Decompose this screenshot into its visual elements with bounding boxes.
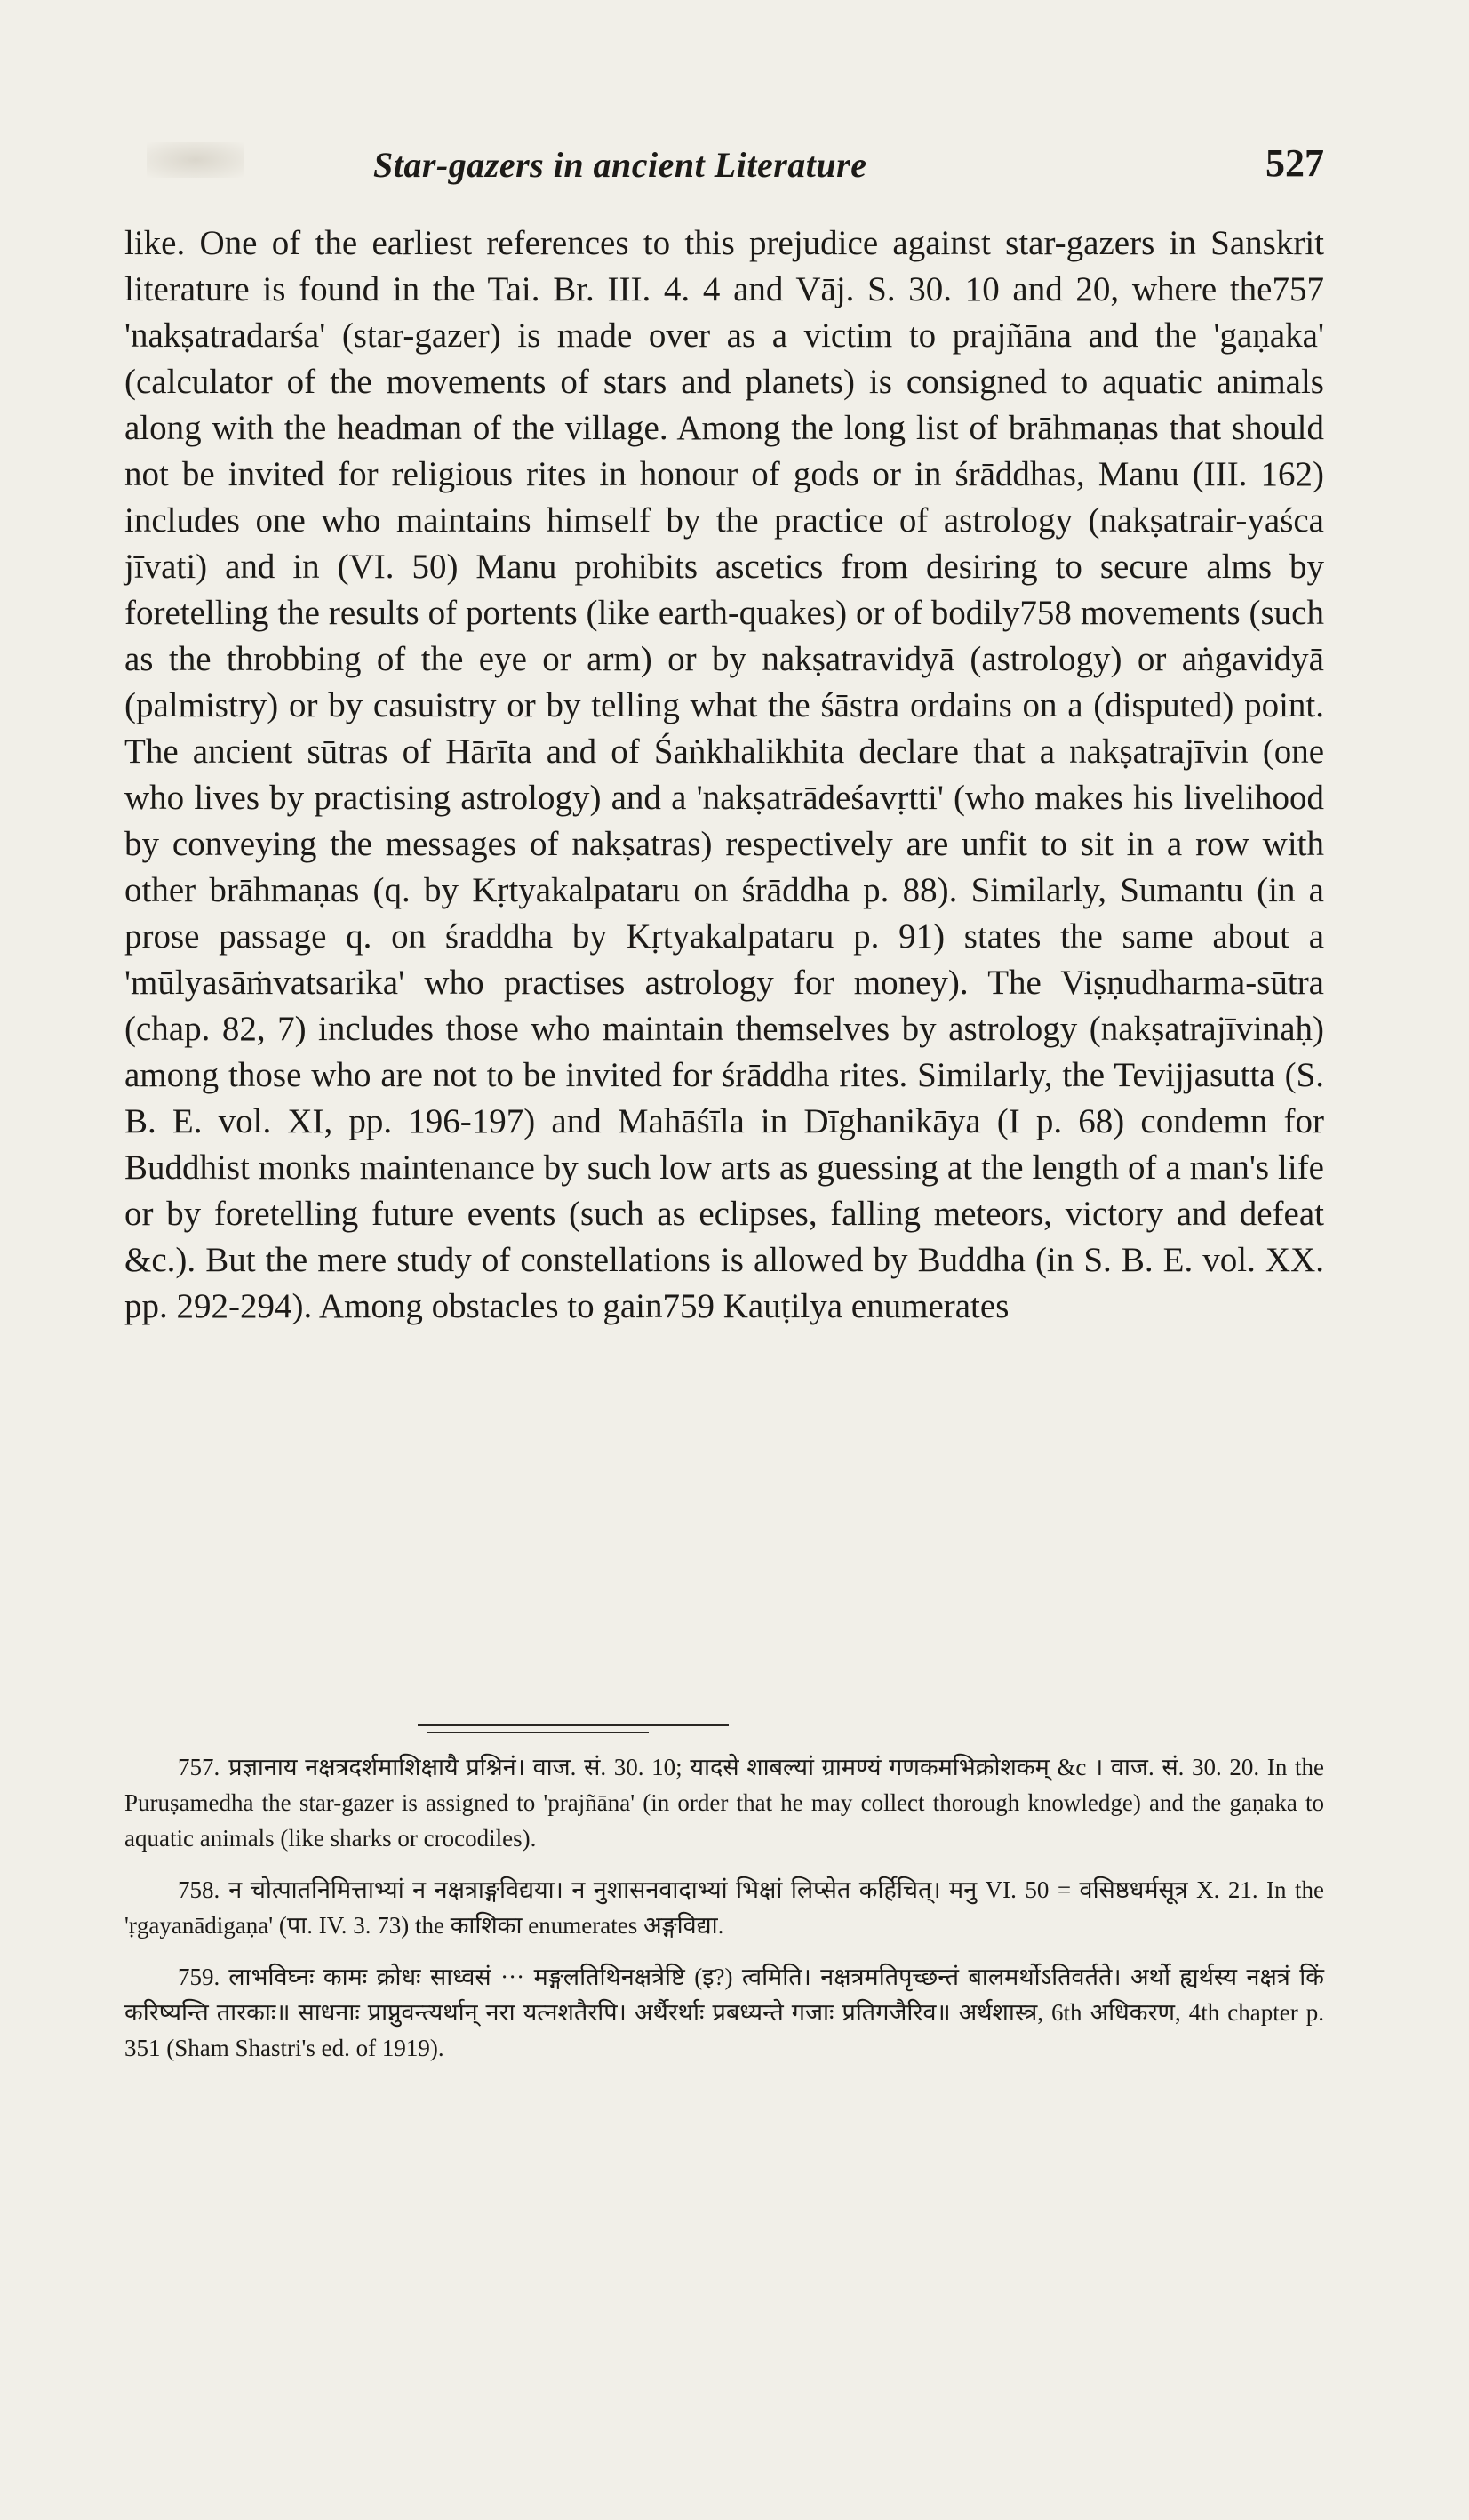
footnote	[124, 1749, 1324, 1856]
footnote-text: प्रज्ञानाय नक्षत्रदर्शमाशिक्षायै प्रश्निनं। वाज. सं. 30. 10; यादसे शाबल्यां ग्रामण्यं गणकमभिक्रोशकम् &c । वाज. सं. 30. 20. In the Puruṣamedha the star-gazer is assigned to 'prajñāna' (in order that he may collect thorough knowledge) and the gaṇaka to aquatic animals (like sharks or crocodiles).	[124, 1754, 1324, 1852]
footnote	[124, 1872, 1324, 1943]
running-header	[124, 133, 1324, 196]
page-number: 527	[1265, 141, 1324, 185]
footnotes	[124, 1749, 1324, 2082]
footnote-rule	[418, 1724, 729, 1726]
footnote-rule-secondary	[427, 1732, 649, 1733]
running-title: Star-gazers in ancient Literature	[373, 145, 867, 185]
footnote-text: न चोत्पातनिमित्ताभ्यां न नक्षत्राङ्गविद्यया। न नुशासनवादाभ्यां भिक्षां लिप्सेत कर्हिचित्। मनु VI. 50 = वसिष्ठधर्मसूत्र X. 21. In the 'ṛgayanādigaṇa' (पा. IV. 3. 73) the काशिका enumerates अङ्गविद्या.	[124, 1876, 1324, 1939]
footnote-number: 757.	[178, 1754, 220, 1780]
footnote-text: लाभविघ्नः कामः क्रोधः साध्वसं ··· मङ्गलतिथिनक्षत्रेष्टि (इ?) त्वमिति। नक्षत्रमतिपृच्छन्तं बालमर्थोऽतिवर्तते। अर्थो ह्यर्थस्य नक्षत्रं किं करिष्यन्ति तारकाः॥ साधनाः प्राप्नुवन्त्यर्थान् नरा यत्नशतैरपि। अर्थैरर्थाः प्रबध्यन्ते गजाः प्रतिगजैरिव॥ अर्थशास्त्र, 6th अधिकरण, 4th chapter p. 351 (Sham Shastri's ed. of 1919).	[124, 1964, 1324, 2061]
footnote	[124, 1959, 1324, 2066]
body-paragraph: like. One of the earliest references to this prejudice against star-gazers in Sanskrit literature is found in the Tai. Br. III. 4. 4 and Vāj. S. 30. 10 and 20, where the757 'nakṣatradarśa' (star-gazer) is made over as a victim to prajñāna and the 'gaṇaka' (calculator of the movements of stars and planets) is consigned to aquatic animals along with the headman of the village. Among the long list of brāhmaṇas that should not be invited for religious rites in honour of gods or in śrāddhas, Manu (III. 162) includes one who maintains himself by the practice of astrology (nakṣatrair-yaśca jīvati) and in (VI. 50) Manu prohibits ascetics from desiring to secure alms by foretelling the results of portents (like earth-quakes) or of bodily758 movements (such as the throbbing of the eye or arm) or by nakṣatravidyā (astrology) or aṅgavidyā (palmistry) or by casuistry or by telling what the śāstra ordains on a (disputed) point. The ancient sūtras of Hārīta and of Śaṅkhalikhita declare that a nakṣatrajīvin (one who lives by practising astrology) and a 'nakṣatrādeśavṛtti' (who makes his livelihood by conveying the messages of nakṣatras) respectively are unfit to sit in a row with other brāhmaṇas (q. by Kṛtyakalpataru on śrāddha p. 88). Similarly, Sumantu (in a prose passage q. on śraddha by Kṛtyakalpataru p. 91) states the same about a 'mūlyasāṁvatsarika' who practises astrology for money). The Viṣṇudharma-sūtra (chap. 82, 7) includes those who maintain themselves by astrology (nakṣatrajīvinaḥ) among those who are not to be invited for śrāddha rites. Similarly, the Tevijjasutta (S. B. E. vol. XI, pp. 196-197) and Mahāśīla in Dīghanikāya (I p. 68) condemn for Buddhist monks maintenance by such low arts as guessing at the length of a man's life or by foretelling future events (such as eclipses, falling meteors, victory and defeat &c.). But the mere study of constellations is allowed by Buddha (in S. B. E. vol. XX. pp. 292-294). Among obstacles to gain759 Kauṭilya enumerates	[124, 224, 1324, 1325]
footnote-number: 758.	[178, 1876, 220, 1903]
footnote-number: 759.	[178, 1964, 220, 1990]
